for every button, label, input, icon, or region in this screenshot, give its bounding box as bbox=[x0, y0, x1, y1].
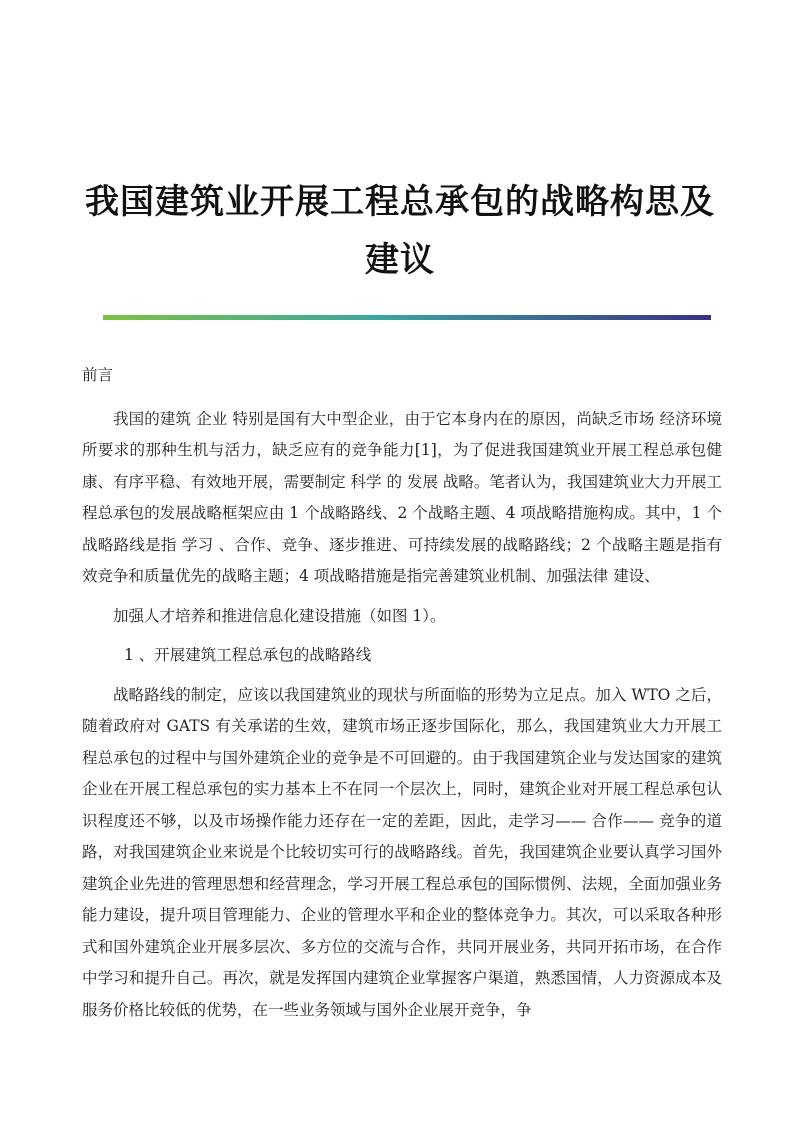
preface-label: 前言 bbox=[82, 366, 114, 384]
paragraph-intro: 我国的建筑 企业 特别是国有大中型企业，由于它本身内在的原因，尚缺乏市场 经济环境所要求的那种生机与活力，缺乏应有的竞争能力[1]，为了促进我国建筑业开展工程总承包健康、有序平稳、有效地开展，需要制定 科学 的 发展 战略。笔者认为，我国建筑业大力开展工程总承包的发展战略框架应由 1 个战略路线、2 个战略主题、4 项战略措施构成。其中，1 个战略路线是指 学习 、合作、竞争、逐步推进、可持续发展的战略路线；2 个战略主题是指有效竞争和质量优先的战略主题；4 项战略措施是指完善建筑业机制、加强法律 建设、 bbox=[82, 409, 722, 585]
paragraph-strategy-route: 战略路线的制定，应该以我国建筑业的现状与所面临的形势为立足点。加入 WTO 之后，随着政府对 GATS 有关承诺的生效，建筑市场正逐步国际化，那么，我国建筑业大力开展工程总承包的过程中与国外建筑企业的竞争是不可回避的。由于我国建筑企业与发达国家的建筑企业在开展工程总承包的实力基本上不在同一个层次上，同时，建筑企业对开展工程总承包认识程度还不够，以及市场操作能力还存在一定的差距，因此，走学习—— 合作—— 竞争的道路，对我国建筑企业来说是个比较切实可行的战略路线。首先，我国建筑企业要认真学习国外建筑企业先进的管理思想和经营理念，学习开展工程总承包的国际惯例、法规，全面加强业务能力建设，提升项目管理能力、企业的管理水平和企业的整体竞争力。其次，可以采取各种形式和国外建筑企业开展多层次、多方位的交流与合作，共同开展业务，共同开拓市场，在合作中学习和提升自己。再次，就是发挥国内建筑企业掌握客户渠道，熟悉国情，人力资源成本及服务价格比较低的优势，在一些业务领域与国外企业展开竞争，争 bbox=[82, 685, 722, 1019]
document-body bbox=[82, 360, 722, 1034]
paragraph-measures: 加强人才培养和推进信息化建设措施（如图 1）。 bbox=[113, 606, 446, 625]
title-divider bbox=[103, 315, 711, 320]
section-heading-1: 1 、开展建筑工程总承包的战略路线 bbox=[124, 646, 372, 664]
document-title: 我国建筑业开展工程总承包的战略构思及建议 bbox=[85, 181, 715, 280]
